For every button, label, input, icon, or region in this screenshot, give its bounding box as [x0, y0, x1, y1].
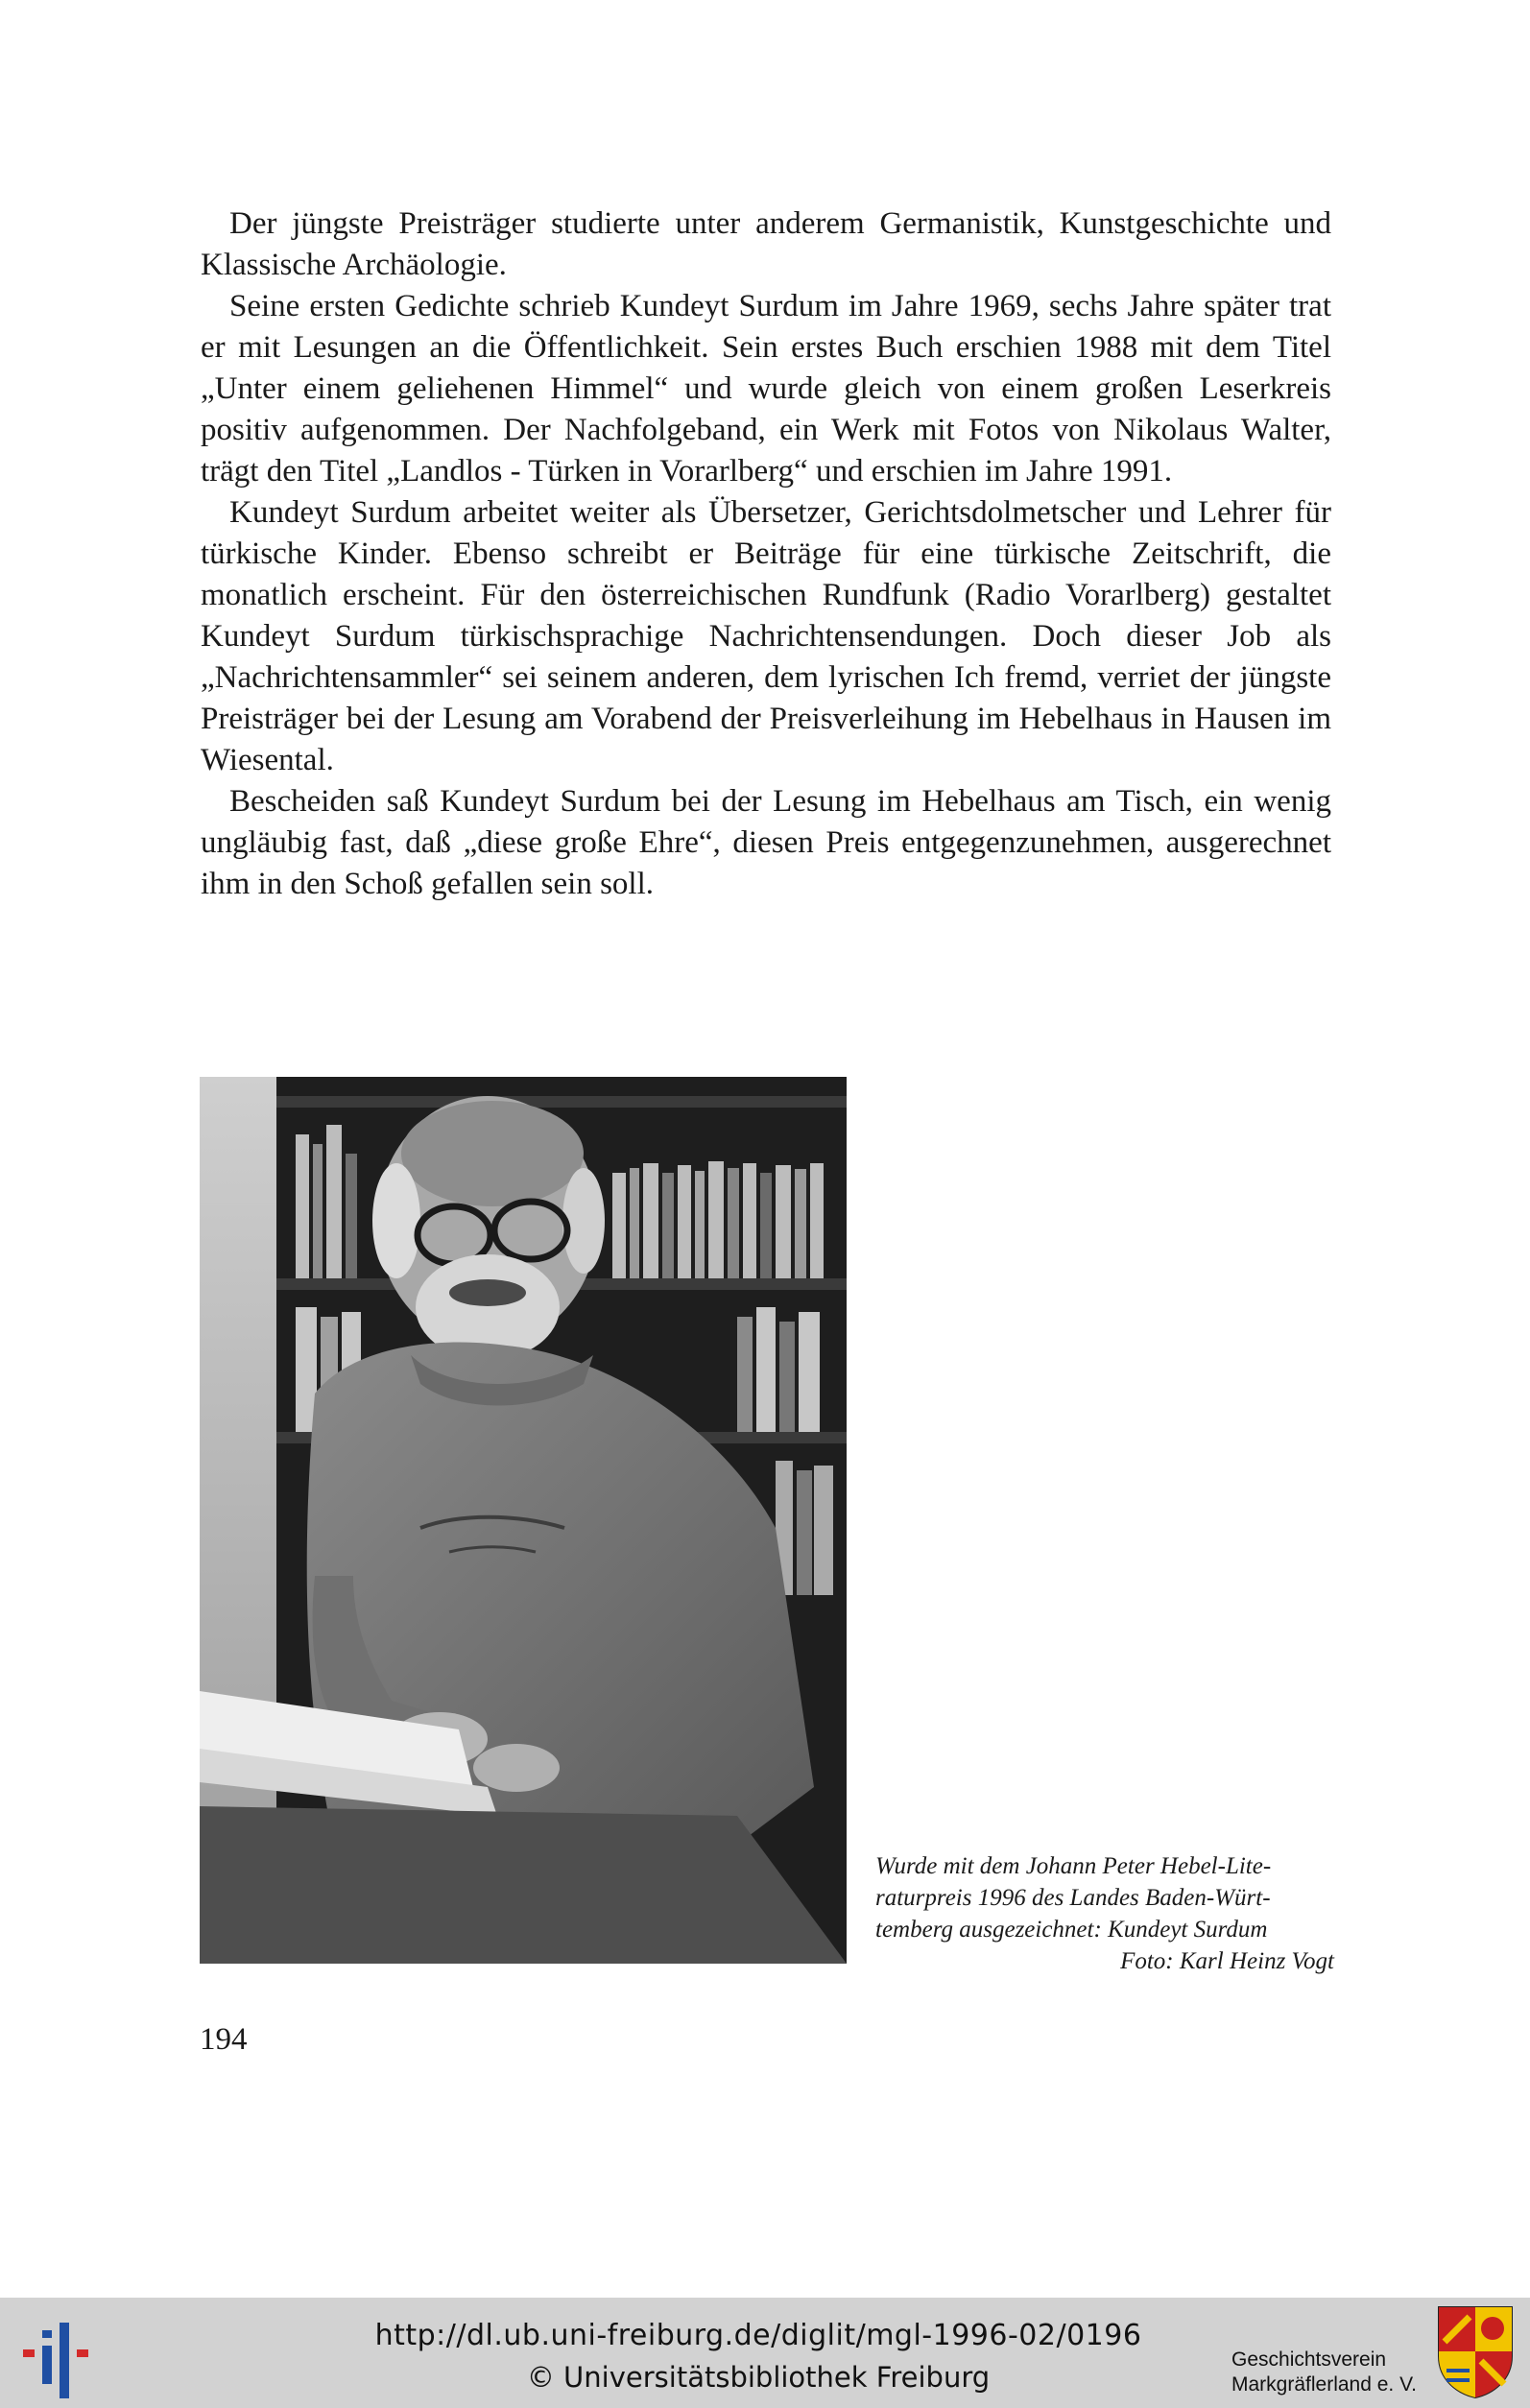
library-logo-icon[interactable]: [17, 2307, 104, 2398]
caption-line-1: Wurde mit dem Johann Peter Hebel-Lite-: [875, 1853, 1272, 1879]
society-line-1: Geschichtsverein: [1231, 2348, 1387, 2371]
photo-credit: Foto: Karl Heinz Vogt: [1120, 1948, 1334, 1974]
page-number: 194: [200, 2022, 248, 2057]
footer-society-name: [1231, 2348, 1417, 2397]
caption-line-2: raturpreis 1996 des Landes Baden-Würt-: [875, 1885, 1271, 1911]
footer-url-link[interactable]: http://dl.ub.uni-freiburg.de/diglit/mgl-1996-02/0196: [374, 2319, 1142, 2352]
paragraph-1: Der jüngste Preisträger studierte unter anderem Germanistik, Kunstgeschichte und Klassische Archäologie.: [201, 206, 1331, 282]
photo-caption: [875, 1850, 1334, 1977]
portrait-photo: [200, 1077, 847, 1964]
footer-copyright: © Universitätsbibliothek Freiburg: [526, 2361, 991, 2394]
coat-of-arms-icon: [1435, 2303, 1516, 2399]
caption-line-3: temberg ausgezeichnet: Kundeyt Surdum: [875, 1917, 1268, 1943]
society-line-2: Markgräflerland e. V.: [1231, 2373, 1417, 2396]
portrait-photo-image: [200, 1077, 847, 1964]
paragraph-3: Kundeyt Surdum arbeitet weiter als Übersetzer, Gerichtsdolmetscher und Lehrer für türkische Kinder. Ebenso schreibt er Beiträge für eine türkische Zeitschrift, die monatlich erscheint. Für den österreichischen Rundfunk (Radio Vorarlberg) gestaltet Kundeyt Surdum türkischsprachige Nachrichtensendungen. Doch dieser Job als „Nachrichtensammler“ sei seinem anderen, dem lyrischen Ich fremd, verriet der jüngste Preisträger bei der Lesung am Vorabend der Preisverleihung im Hebelhaus in Hausen im Wiesental.: [201, 495, 1331, 777]
paragraph-4: Bescheiden saß Kundeyt Surdum bei der Lesung im Hebelhaus am Tisch, ein wenig ungläubig fast, daß „diese große Ehre“, diesen Preis entgegenzunehmen, ausgerechnet ihm in den Schoß gefallen sein soll.: [201, 784, 1331, 901]
body-text: [201, 203, 1331, 905]
paragraph-2: Seine ersten Gedichte schrieb Kundeyt Surdum im Jahre 1969, sechs Jahre später trat er mit Lesungen an die Öffentlichkeit. Sein erstes Buch erschien 1988 mit dem Titel „Unter einem geliehenen Himmel“ und wurde gleich von einem großen Leserkreis positiv aufgenommen. Der Nachfolgeband, ein Werk mit Fotos von Nikolaus Walter, trägt den Titel „Landlos - Türken in Vorarlberg“ und erschien im Jahre 1991.: [201, 289, 1331, 489]
footer-bar: [0, 2298, 1530, 2408]
